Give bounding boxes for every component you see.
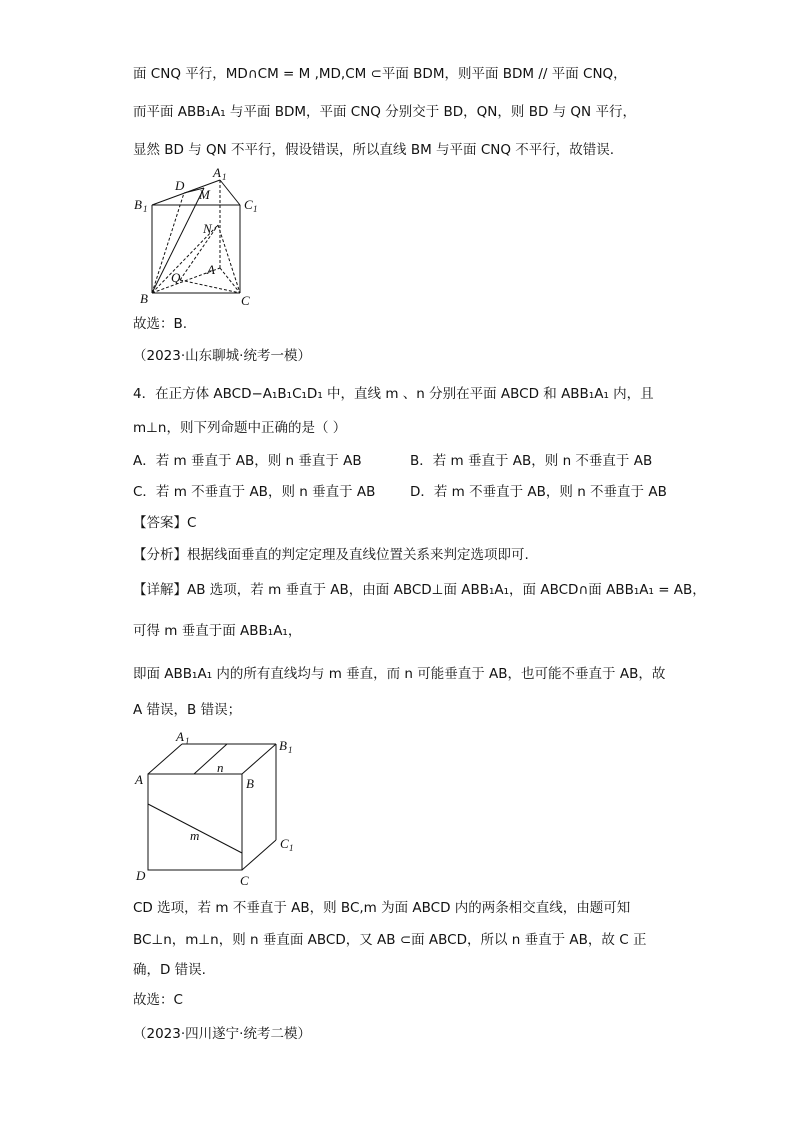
- edge-b-b1: [242, 744, 276, 774]
- option-a: A．若 m 垂直于 AB，则 n 垂直于 AB: [133, 453, 362, 469]
- source-note-2: （2023·四川遂宁·统考二模）: [133, 1026, 311, 1042]
- edge-a-c: [220, 268, 240, 293]
- label-m: M: [199, 187, 210, 202]
- label-a1-sub: 1: [185, 736, 190, 746]
- label-c: C: [240, 873, 249, 888]
- label-n: N: [203, 221, 212, 236]
- detail-line-1: 【详解】AB 选项，若 m 垂直于 AB，由面 ABCD⊥面 ABB₁A₁，面 ABCD∩面 ABB₁A₁ = AB，: [133, 582, 706, 598]
- label-b: B: [140, 291, 148, 306]
- label-c1-sub: 1: [253, 204, 258, 214]
- label-d: D: [175, 178, 185, 193]
- prism-figure: [130, 165, 270, 310]
- label-b: B: [246, 776, 254, 791]
- label-c: C: [241, 293, 250, 308]
- label-b1-sub: 1: [143, 204, 148, 214]
- label-a1: A: [176, 729, 184, 744]
- option-c: C．若 m 不垂直于 AB，则 n 垂直于 AB: [133, 484, 376, 500]
- label-a: A: [135, 772, 143, 787]
- text-line-2: 而平面 ABB₁A₁ 与平面 BDM，平面 CNQ 分别交于 BD，QN，则 BD 与 QN 平行，: [133, 104, 636, 120]
- label-a1-sub: 1: [222, 172, 227, 182]
- source-note-1: （2023·山东聊城·统考一模）: [133, 348, 311, 364]
- label-b1: B: [134, 197, 142, 212]
- detail-line-3: 即面 ABB₁A₁ 内的所有直线均与 m 垂直，而 n 可能垂直于 AB，也可能不垂直于 AB，故: [133, 666, 666, 682]
- label-n: n: [217, 760, 224, 775]
- label-c1: C: [244, 197, 253, 212]
- label-a: A: [207, 262, 215, 277]
- text-line-4: 故选：B.: [133, 316, 188, 332]
- detail-line-6: BC⊥n，m⊥n，则 n 垂直面 ABCD，又 AB ⊂面 ABCD，所以 n 垂直于 AB，故 C 正: [133, 932, 647, 948]
- detail-line-5: CD 选项，若 m 不垂直于 AB，则 BC,m 为面 ABCD 内的两条相交直线，由题可知: [133, 900, 631, 916]
- label-a1: A: [213, 165, 221, 180]
- segment-n-c: [218, 225, 240, 293]
- edge-a1-c1: [220, 180, 240, 205]
- text-line-1: 面 CNQ 平行，MD∩CM = M ,MD,CM ⊂平面 BDM，则平面 BDM // 平面 CNQ，: [133, 66, 627, 82]
- cube-figure: [130, 729, 305, 892]
- analysis: 【分析】根据线面垂直的判定定理及直线位置关系来判定选项即可.: [133, 547, 529, 563]
- text-line-3: 显然 BD 与 QN 不平行，假设错误，所以直线 BM 与平面 CNQ 不平行，故错误.: [133, 142, 615, 158]
- front-face: [148, 774, 242, 870]
- option-b: B．若 m 垂直于 AB，则 n 不垂直于 AB: [410, 453, 653, 469]
- edge-a-a1: [148, 744, 182, 774]
- label-c1: C: [280, 836, 289, 851]
- label-m: m: [190, 828, 200, 843]
- option-d: D．若 m 不垂直于 AB，则 n 不垂直于 AB: [410, 484, 667, 500]
- label-b1: B: [279, 738, 287, 753]
- detail-line-2: 可得 m 垂直于面 ABB₁A₁，: [133, 623, 302, 639]
- question-4-stem: 4．在正方体 ABCD−A₁B₁C₁D₁ 中，直线 m 、n 分别在平面 ABCD 和 ABB₁A₁ 内，且: [133, 386, 654, 402]
- final-answer: 故选：C: [133, 992, 183, 1008]
- question-4-stem-2: m⊥n，则下列命题中正确的是（ ）: [133, 420, 347, 436]
- detail-line-4: A 错误，B 错误；: [133, 702, 242, 718]
- label-b1-sub: 1: [288, 745, 293, 755]
- label-c1-sub: 1: [289, 843, 294, 853]
- edge-c-c1: [242, 840, 276, 870]
- label-q: Q: [171, 270, 181, 285]
- detail-line-7: 确，D 错误.: [133, 962, 206, 978]
- label-d: D: [136, 868, 146, 883]
- answer: 【答案】C: [133, 515, 197, 531]
